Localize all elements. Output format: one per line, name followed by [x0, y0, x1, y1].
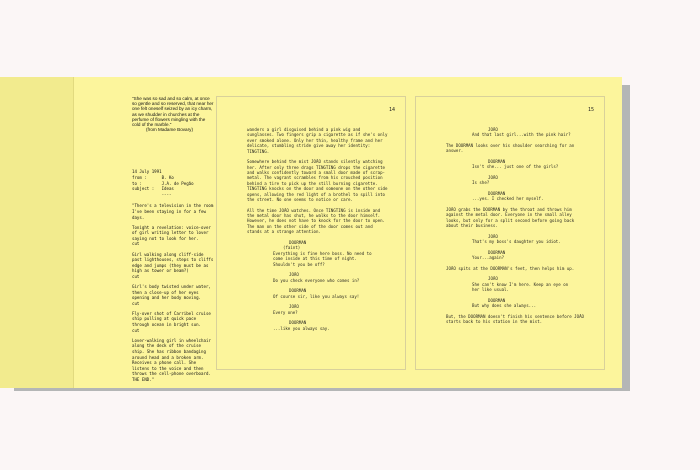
action-line: wanders a girl disguised behind a pink wig and sunglasses. Two fingers grip a cigarette as if she's only ever smoked alone. Only her thin, healthy frame and her delicate, stumbling stride give away her identity: TINGTING.	[247, 127, 388, 154]
character-name: JOÃO	[488, 233, 498, 239]
character-name: DOORMAN	[488, 297, 506, 303]
memo-header	[132, 169, 214, 197]
action-line: JOÃO spits at the DOORMAN's feet, then helps him up.	[446, 265, 575, 271]
memo-item: "There's a television in the room I've been staying in for a few days.	[132, 203, 214, 220]
epigraph-attribution: (from Madame Bovary)	[146, 127, 193, 133]
character-name: JOÃO	[289, 304, 299, 310]
character-name: DOORMAN	[289, 320, 307, 326]
epigraph-text: "She was so sad and so calm, at once so gentle and so reserved, that near her one felt oneself seized by an icy charm, as we shudder in churches at the perfume of flowers mingling with the cold of the marble."	[132, 96, 214, 128]
memo-item: Girl walking along cliff-side past lighthouses, steps to cliffs edge and jumps (they must be as high as tower or beam?) cut	[132, 251, 214, 279]
character-name: DOORMAN	[289, 239, 307, 245]
epigraph	[132, 96, 214, 132]
character-name: JOÃO	[488, 276, 498, 282]
character-name: DOORMAN	[488, 191, 506, 196]
dialogue-line: ...yes. I checked her myself.	[472, 196, 544, 202]
dialogue-line: Everything is fine here boss. No need to come inside at this time of night. Shouldn't you be off?	[273, 250, 372, 267]
memo	[132, 169, 214, 382]
script-page-15	[415, 96, 605, 370]
memo-date: 14 July 1991	[132, 169, 162, 175]
dialogue-line: That's my boss's daughter you idiot.	[472, 239, 561, 245]
fold-edge	[73, 77, 74, 388]
memo-item: Lover-walking girl in wheelchair along the deck of the cruise ship. She has ribbon bandaging around head and a broken arm. Receives a phone call. She listens to the voice and then throws the cell-phone overboard. THE END."	[132, 337, 211, 382]
script-body	[247, 127, 389, 336]
notes-column	[132, 96, 214, 387]
dialogue-line: ...like you always say.	[273, 325, 330, 331]
character-name: JOÃO	[488, 127, 498, 132]
dialogue-line: Do you check everyone who comes in?	[273, 277, 360, 283]
dialogue-line: Your...again?	[472, 255, 505, 261]
character-name: JOÃO	[488, 175, 498, 180]
action-line: Somewhere behind the mist JOÃO stands silently watching her. After only three drags TINGTING drops the cigarette and walks confidently toward a small door made of scrap-metal. The vagrant scrambles from his crouched position behind a tire to pick up the still burning cigarette. TINGTING knocks on the door and someone on the other side opens, allowing the red light of a brothel to spill into the street. No one seems to notice or care.	[247, 159, 388, 203]
memo-from: from : B. Ko	[132, 175, 174, 181]
character-name: JOÃO	[289, 272, 299, 278]
memo-item: Tonight a revelation: voice-over of girl writing letter to lover saying not to look for her. cut	[132, 224, 211, 247]
script-page-14	[216, 96, 406, 370]
dialogue-line: But why does she always...	[472, 303, 537, 309]
action-line: JOÃO grabs the DOORMAN by the throat and throws him against the metal door. Everyone in the small alley looks, but only for a split second before going back about their business.	[446, 207, 575, 229]
page-number: 15	[587, 107, 594, 113]
dialogue-line: She can't know I'm here. Keep an eye on her like usual.	[472, 281, 569, 293]
memo-to: to : J.A. de Pegão	[132, 180, 194, 186]
character-name: DOORMAN	[289, 288, 307, 294]
action-line: The DOORMAN looks over his shoulder searching for an answer.	[446, 143, 575, 154]
memo-item: Fly-over shot of Carribel cruise ship pulling at quick pace through ocean in bright sun. cut	[132, 310, 211, 333]
dialogue-line: And that last girl...with the pink hair?	[472, 132, 571, 138]
parenthetical: (faint)	[283, 245, 301, 251]
character-name: DOORMAN	[488, 159, 506, 164]
memo-item: Girl's body twisted under water, then a close-up of her eyes opening and her body moving. cut	[132, 284, 211, 306]
dialogue-line: Of course sir, like you always say!	[273, 293, 360, 299]
memo-subject: subject : Ideas	[132, 186, 174, 192]
board-fold-panel	[0, 77, 73, 388]
memo-divider: ----	[132, 191, 172, 197]
action-line: All the time JOÃO watches. Once TINGTING is inside and the metal door has shut, he walks to the door himself. However, he does not have to knock for the door to open. The man on the other side of the door comes out and stands at a strange attention.	[247, 207, 386, 235]
page-number: 14	[388, 107, 395, 113]
script-body	[446, 127, 588, 330]
dialogue-line: Isn't she... just one of the girls?	[472, 164, 559, 170]
action-line: But, the DOORMAN doesn't finish his sentence before JOÃO starts back to his station in the mist.	[446, 313, 585, 325]
dialogue-line: Every one?	[273, 309, 298, 315]
dialogue-line: Is she?	[472, 180, 490, 186]
character-name: DOORMAN	[488, 249, 506, 255]
